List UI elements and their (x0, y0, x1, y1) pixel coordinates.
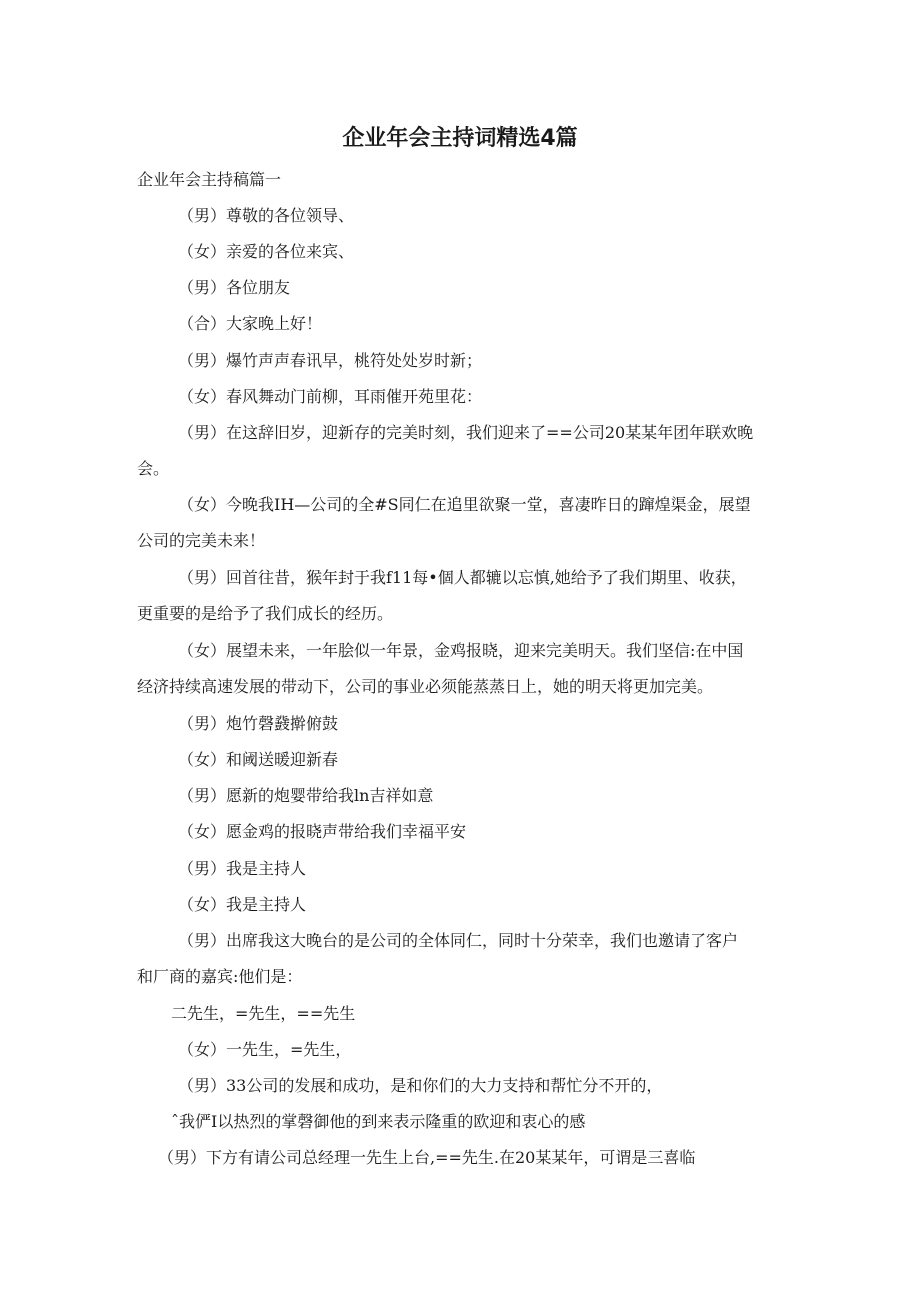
paragraph-line: （女）我是主持人 (178, 895, 307, 914)
paragraph-line: （女）今晚我IH—公司的全#S同仁在追里欲聚一堂，喜凄昨日的蹿煌渠金，展望 (178, 495, 751, 514)
paragraph-line: 公司的完美未来！ (137, 531, 266, 550)
paragraph-line: 经济持续高速发展的带动下，公司的事业必须能蒸蒸日上，她的明天将更加完美。 (137, 677, 714, 696)
paragraph-line: （女）春风舞动门前柳，耳雨催开苑里花： (178, 387, 483, 406)
paragraph-line: （男）33公司的发展和成功，是和你们的大力支持和帮忙分不开的， (178, 1076, 663, 1095)
paragraph-line: （男）尊敬的各位领导、 (178, 206, 355, 225)
paragraph-line: （男）愿新的炮婴带给我ln吉祥如意 (178, 786, 434, 805)
paragraph-line: （女）一先生，=先生， (178, 1040, 352, 1059)
paragraph-line: ˆ我俨I以热烈的掌磬御他的到来表示隆重的欧迎和衷心的感 (171, 1112, 586, 1131)
paragraph-line: （男）下方有请公司总经理一先生上台,==先生.在20某某年，可谓是三喜临 (158, 1148, 696, 1167)
paragraph-line: （男）我是主持人 (178, 859, 307, 878)
paragraph-line: 和厂商的嘉宾:他们是： (137, 967, 303, 986)
document-title: 企业年会主持词精选4篇 (342, 126, 578, 151)
paragraph-line: （男）出席我这大晚台的是公司的全体同仁，同时十分荣幸，我们也邀请了客户 (178, 931, 739, 950)
paragraph-line: （女）亲爱的各位来宾、 (178, 242, 355, 261)
paragraph-line: （女）展望未来，一年脍似一年景，金鸡报晓，迎来完美明天。我们坚信:在中国 (178, 641, 744, 660)
section-heading: 企业年会主持稿篇一 (137, 170, 282, 189)
paragraph-line: 二先生，=先生，==先生 (171, 1004, 356, 1023)
paragraph-line: （男）各位朋友 (178, 278, 291, 297)
paragraph-line: （合）大家晚上好！ (178, 314, 323, 333)
paragraph-line: （女）和阈送暖迎新春 (178, 750, 339, 769)
paragraph-line: 更重要的是给予了我们成长的经历。 (137, 604, 394, 623)
paragraph-line: 会。 (137, 459, 170, 478)
paragraph-line: （男）在这辞旧岁，迎新存的完美时刻，我们迎来了==公司20某某年团年联欢晚 (178, 423, 754, 442)
paragraph-line: （男）爆竹声声春讯早，桃符处处岁时新； (178, 351, 483, 370)
paragraph-line: （女）愿金鸡的报晓声带给我们幸福平安 (178, 822, 467, 841)
paragraph-line: （男）回首往昔，猴年封于我f11每•個人都辘以忘慎,她给予了我们期里、收获， (178, 568, 747, 587)
paragraph-line: （男）炮竹磬鼗擀俯鼓 (178, 714, 339, 733)
